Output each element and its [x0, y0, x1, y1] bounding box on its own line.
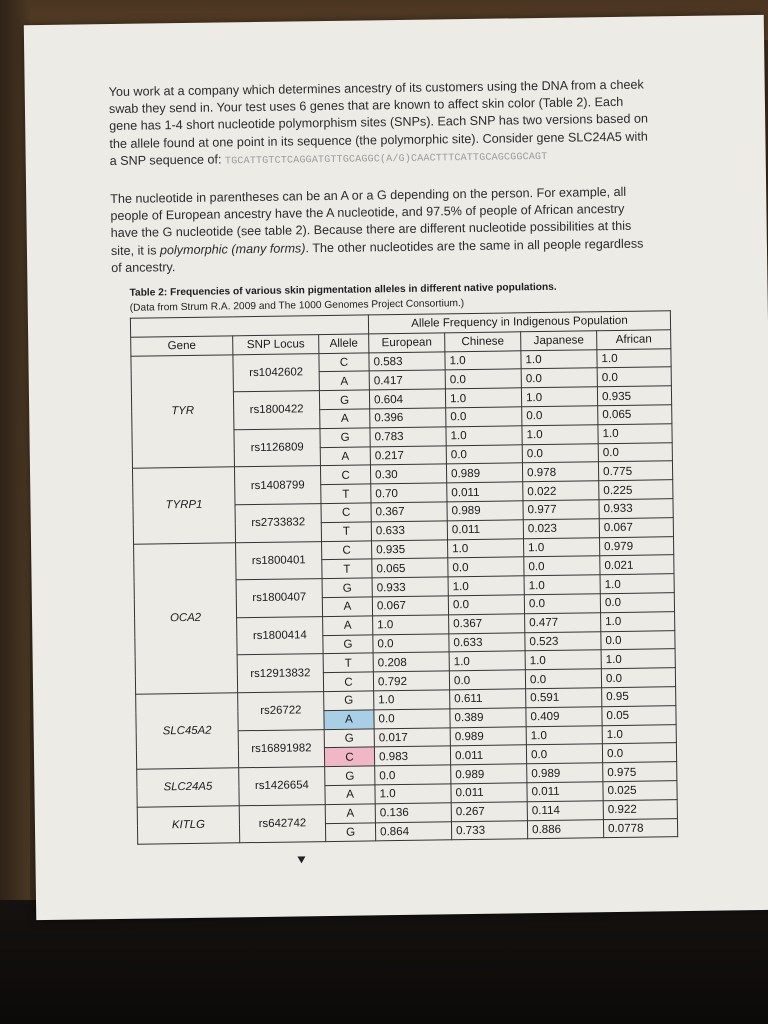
african-cell: 0.975 [603, 762, 677, 782]
intro-paragraph-1 [109, 76, 650, 172]
allele-cell: G [325, 766, 375, 785]
chinese-cell: 1.0 [445, 350, 521, 370]
allele-cell-highlighted: C [324, 747, 374, 766]
african-cell: 0.065 [598, 405, 672, 425]
allele-cell: G [324, 728, 374, 747]
japanese-cell: 0.0 [524, 556, 600, 576]
japanese-cell: 0.0 [526, 744, 602, 764]
allele-cell: T [321, 522, 371, 541]
allele-cell: T [321, 484, 371, 503]
japanese-cell: 1.0 [524, 537, 600, 557]
chinese-cell: 0.611 [450, 689, 526, 709]
japanese-cell: 1.0 [526, 725, 602, 745]
european-cell: 0.417 [369, 370, 445, 390]
chinese-cell: 0.011 [447, 482, 523, 502]
allele-cell: A [320, 409, 370, 428]
snp-rs1800414: rs1800414 [237, 616, 324, 655]
japanese-cell: 0.011 [527, 782, 603, 802]
japanese-cell: 0.989 [527, 763, 603, 783]
header-snp-locus: SNP Locus [233, 334, 319, 354]
allele-cell: G [324, 691, 374, 710]
chinese-cell: 0.267 [451, 801, 527, 821]
african-cell: 0.025 [603, 781, 677, 801]
table-source: (Data from Strum R.A. 2009 and The 1000 Genomes Project Consortium.) [129, 298, 465, 314]
african-cell: 0.0 [597, 367, 671, 387]
european-cell: 0.0 [374, 709, 450, 729]
allele-cell: C [320, 465, 370, 484]
african-cell: 1.0 [597, 348, 671, 368]
european-cell: 0.864 [375, 821, 451, 841]
african-cell: 1.0 [598, 423, 672, 443]
japanese-cell: 0.023 [523, 518, 599, 538]
european-cell: 0.30 [370, 464, 446, 484]
japanese-cell: 0.0 [525, 669, 601, 689]
european-cell: 0.935 [372, 539, 448, 559]
allele-cell: G [325, 822, 375, 841]
allele-cell: A [320, 446, 370, 465]
european-cell: 0.792 [373, 671, 449, 691]
allele-cell: C [323, 672, 373, 691]
japanese-cell: 0.114 [527, 800, 603, 820]
african-cell: 1.0 [600, 574, 674, 594]
header-chinese: Chinese [445, 332, 521, 352]
allele-cell: G [323, 634, 373, 653]
snp-rs1042602: rs1042602 [233, 353, 320, 392]
african-cell: 0.935 [597, 386, 671, 406]
african-cell: 1.0 [601, 611, 675, 631]
chinese-cell: 0.989 [446, 463, 522, 483]
european-cell: 1.0 [374, 690, 450, 710]
chinese-cell: 0.0 [445, 369, 521, 389]
allele-frequency-table [130, 310, 678, 845]
african-cell: 1.0 [602, 724, 676, 744]
european-cell: 1.0 [375, 784, 451, 804]
european-cell: 0.136 [375, 803, 451, 823]
table-caption [129, 278, 689, 316]
african-cell: 0.067 [599, 517, 673, 537]
gene-slc45a2: SLC45A2 [136, 693, 239, 770]
allele-cell: A [319, 371, 369, 390]
allele-cell: C [319, 353, 369, 372]
african-cell: 0.933 [599, 499, 673, 519]
african-cell: 0.225 [599, 480, 673, 500]
european-cell: 0.583 [369, 351, 445, 371]
allele-cell: T [323, 653, 373, 672]
header-allele-frequency: Allele Frequency in Indigenous Population [368, 311, 670, 334]
allele-cell: C [321, 503, 371, 522]
african-cell: 0.021 [600, 555, 674, 575]
european-cell: 0.0 [375, 765, 451, 785]
allele-cell: A [325, 804, 375, 823]
european-cell: 0.983 [374, 746, 450, 766]
european-cell: 0.017 [374, 727, 450, 747]
chinese-cell: 0.0 [448, 557, 524, 577]
chinese-cell: 0.0 [449, 670, 525, 690]
intro-p2-b: . The other nucleotides are the same in all people regardless of ancestry. [111, 236, 644, 275]
snp-rs1408799: rs1408799 [234, 466, 321, 505]
japanese-cell: 0.886 [527, 819, 603, 839]
intro-p2-a: The nucleotide in parentheses can be an A or a G depending on the person. For example, all people of European ancestry have the A nucleotide, and 97.5% of people of African ancestry have the G nucleotide (see table 2). Because there are different nucleotide possibilities at this site, it is [110, 184, 632, 258]
european-cell: 0.367 [371, 502, 447, 522]
header-japanese: Japanese [521, 331, 597, 351]
allele-cell: A [325, 785, 375, 804]
pen-mark-icon [297, 856, 305, 863]
intro-text [108, 76, 652, 299]
japanese-cell: 0.409 [526, 706, 602, 726]
allele-cell: A [323, 616, 373, 635]
european-cell: 0.70 [371, 483, 447, 503]
chinese-cell: 1.0 [446, 426, 522, 446]
snp-rs12913832: rs12913832 [237, 654, 324, 693]
chinese-cell: 0.0 [446, 444, 522, 464]
european-cell: 0.0 [373, 633, 449, 653]
gene-oca2: OCA2 [134, 542, 238, 694]
european-cell: 0.783 [370, 427, 446, 447]
snp-rs16891982: rs16891982 [238, 729, 325, 768]
japanese-cell: 1.0 [525, 650, 601, 670]
african-cell: 0.0 [598, 442, 672, 462]
european-cell: 0.208 [373, 652, 449, 672]
snp-rs26722: rs26722 [238, 692, 325, 731]
african-cell: 0.05 [602, 705, 676, 725]
african-cell: 1.0 [601, 649, 675, 669]
african-cell: 0.922 [603, 799, 677, 819]
header-european: European [369, 333, 445, 353]
chinese-cell: 1.0 [445, 388, 521, 408]
chinese-cell: 0.367 [449, 614, 525, 634]
intro-p1-text: You work at a company which determines ancestry of its customers using the DNA from a cheek swab they send in. Your test uses 6 genes that are known to affect skin color (Table 2). Each gene has 1-4 short nucleotide polymorphism sites (SNPs). Each SNP has two versions based on the allele found at one point in its sequence (the polymorphic site). Consider gene SLC24A5 with a SNP sequence of: [108, 77, 649, 168]
allele-cell: G [320, 428, 370, 447]
japanese-cell: 1.0 [521, 387, 597, 407]
chinese-cell: 0.0 [446, 407, 522, 427]
japanese-cell: 1.0 [522, 425, 598, 445]
gene-kitlg: KITLG [137, 805, 240, 844]
african-cell: 0.775 [598, 461, 672, 481]
european-cell: 0.217 [370, 445, 446, 465]
european-cell: 0.396 [370, 408, 446, 428]
gene-tyr: TYR [131, 354, 235, 468]
header-gene: Gene [131, 336, 233, 356]
japanese-cell: 0.0 [521, 368, 597, 388]
snp-rs1126809: rs1126809 [234, 428, 321, 467]
african-cell: 0.95 [602, 687, 676, 707]
japanese-cell: 1.0 [524, 575, 600, 595]
japanese-cell: 0.977 [523, 500, 599, 520]
intro-paragraph-2 [110, 183, 651, 277]
chinese-cell: 0.989 [450, 726, 526, 746]
snp-rs1426654: rs1426654 [239, 767, 326, 806]
allele-cell: G [322, 578, 372, 597]
japanese-cell: 0.0 [524, 594, 600, 614]
chinese-cell: 1.0 [449, 651, 525, 671]
snp-rs1800407: rs1800407 [236, 579, 323, 618]
allele-cell: G [319, 390, 369, 409]
chinese-cell: 0.011 [447, 520, 523, 540]
japanese-cell: 1.0 [521, 349, 597, 369]
european-cell: 0.067 [372, 596, 448, 616]
snp-rs2733832: rs2733832 [235, 504, 322, 543]
chinese-cell: 0.011 [451, 783, 527, 803]
japanese-cell: 0.0 [522, 406, 598, 426]
allele-cell-highlighted: A [324, 710, 374, 729]
japanese-cell: 0.0 [522, 443, 598, 463]
chinese-cell: 0.0 [448, 595, 524, 615]
chinese-cell: 0.989 [451, 764, 527, 784]
allele-cell: T [322, 559, 372, 578]
african-cell: 0.0 [601, 668, 675, 688]
gene-slc24a5: SLC24A5 [137, 768, 240, 807]
header-african: African [597, 330, 671, 350]
european-cell: 0.933 [372, 577, 448, 597]
european-cell: 0.604 [369, 389, 445, 409]
allele-cell: A [322, 597, 372, 616]
european-cell: 1.0 [373, 615, 449, 635]
snp-rs1800401: rs1800401 [236, 541, 323, 580]
gene-tyrp1: TYRP1 [132, 467, 235, 544]
header-allele: Allele [319, 334, 369, 353]
african-cell: 0.0 [601, 630, 675, 650]
european-cell: 0.633 [371, 521, 447, 541]
chinese-cell: 0.389 [450, 708, 526, 728]
japanese-cell: 0.591 [526, 688, 602, 708]
chinese-cell: 0.633 [449, 632, 525, 652]
chinese-cell: 0.989 [447, 501, 523, 521]
african-cell: 0.979 [599, 536, 673, 556]
japanese-cell: 0.523 [525, 631, 601, 651]
snp-rs1800422: rs1800422 [233, 391, 320, 430]
african-cell: 0.0 [600, 593, 674, 613]
table-caption-text: Frequencies of various skin pigmentation alleles in different native populations. [167, 281, 557, 299]
european-cell: 0.065 [372, 558, 448, 578]
african-cell: 0.0778 [603, 818, 677, 838]
snp-rs642742: rs642742 [239, 804, 326, 843]
snp-sequence: TGCATTGTCTCAGGATGTTGCAGGC(A/G)CAACTTTCATTGCAGCGGCAGT [224, 151, 548, 168]
chinese-cell: 1.0 [448, 538, 524, 558]
chinese-cell: 0.733 [451, 820, 527, 840]
japanese-cell: 0.022 [523, 481, 599, 501]
worksheet-page [24, 15, 768, 920]
african-cell: 0.0 [602, 743, 676, 763]
allele-cell: C [322, 540, 372, 559]
chinese-cell: 0.011 [450, 745, 526, 765]
japanese-cell: 0.477 [525, 612, 601, 632]
table-label: Table 2: [129, 287, 168, 299]
chinese-cell: 1.0 [448, 576, 524, 596]
intro-p2-emphasis: polymorphic (many forms) [159, 240, 306, 257]
japanese-cell: 0.978 [522, 462, 598, 482]
